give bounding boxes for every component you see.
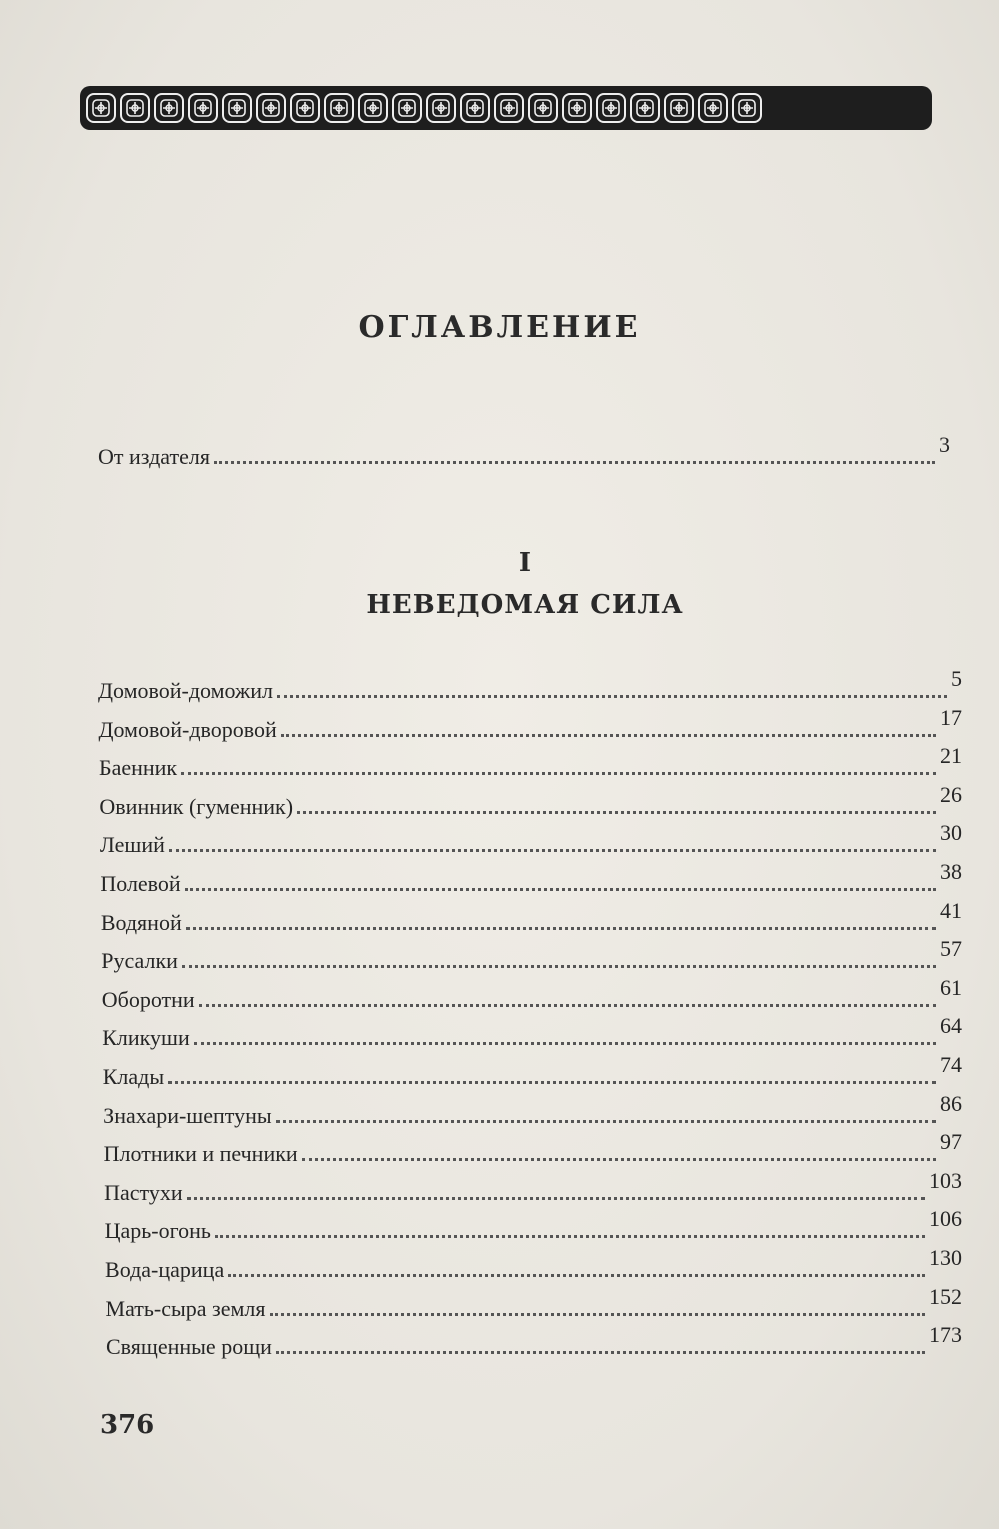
toc-entry-page: 97 [939,1129,962,1155]
toc-entry-label: Домовой-дворовой [98,716,277,742]
toc-entry[interactable] [106,1322,962,1360]
toc-entry-page: 3 [939,432,950,457]
toc-entry[interactable] [105,1283,962,1322]
lattice-ornament-icon [494,93,524,123]
toc-entry-label: Вода-царица [105,1257,225,1282]
toc-entry[interactable] [98,743,962,781]
toc-entry-page: 57 [939,936,962,962]
dot-leader [186,926,936,930]
lattice-ornament-icon [290,93,320,123]
toc-entry[interactable] [105,1245,962,1283]
lattice-ornament-icon [664,93,694,123]
lattice-ornament-icon [154,93,184,123]
dot-leader [168,1080,936,1084]
toc-entry-label: Кликуши [102,1025,190,1051]
lattice-ornament-icon [528,93,558,123]
toc-entry[interactable] [103,1090,962,1129]
dot-leader [214,460,935,464]
toc-entry-label: Оборотни [101,986,195,1012]
lattice-ornament-icon [460,93,490,123]
dot-leader [182,964,936,968]
dot-leader [215,1234,925,1238]
toc-entry-page: 130 [928,1245,962,1270]
toc-entry-page: 173 [929,1322,962,1348]
toc-entry-page: 5 [951,666,962,691]
dot-leader [185,887,936,891]
toc-entry-page: 152 [928,1283,962,1309]
toc-entry[interactable] [103,1129,962,1167]
toc-entry[interactable] [102,1013,962,1051]
toc-entry-page: 74 [939,1052,962,1077]
dot-leader [228,1273,925,1277]
toc-entry-label: От издателя [98,444,210,469]
toc-entry-label: Леший [99,832,165,858]
dot-leader [277,694,947,698]
toc-entry[interactable] [99,820,962,858]
lattice-ornament-icon [222,93,252,123]
toc-entry-label: Баенник [98,755,178,781]
toc-entry[interactable] [100,897,962,936]
lattice-ornament-icon [256,93,286,123]
toc-entry-preface[interactable] [98,432,950,470]
toc-entry-label: Плотники и печники [103,1141,298,1167]
toc-entry-label: Полевой [100,871,181,896]
lattice-ornament-icon [188,93,218,123]
toc-entry-page: 64 [939,1013,962,1039]
section-number: I [518,548,532,578]
toc-entry-page: 106 [928,1206,962,1232]
page-number: 376 [100,1410,155,1440]
toc-entry[interactable] [100,859,962,897]
toc-entry[interactable] [98,666,962,704]
dot-leader [169,848,936,852]
lattice-ornament-icon [596,93,626,123]
toc-entry-label: Овинник (гуменник) [99,793,294,819]
page-title: ОГЛАВЛЕНИЕ [358,310,641,345]
toc-entry-label: Русалки [101,948,178,974]
lattice-ornament-icon [630,93,660,123]
toc-entry-label: Домовой-доможил [98,678,273,703]
toc-entry[interactable] [102,1052,962,1090]
toc-entry-label: Клады [102,1064,165,1089]
lattice-ornament-icon [392,93,422,123]
dot-leader [270,1312,925,1316]
lattice-ornament-icon [358,93,388,123]
lattice-ornament-icon [732,93,762,123]
toc-entry[interactable] [101,974,962,1013]
dot-leader [199,1003,936,1007]
dot-leader [302,1157,936,1161]
toc-entry[interactable] [99,781,962,820]
dot-leader [194,1041,936,1045]
dot-leader [181,771,936,775]
toc-entry-label: Знахари-шептуны [103,1102,272,1128]
dot-leader [276,1350,925,1354]
header-ornament [80,86,932,130]
toc-entry-page: 41 [939,897,962,923]
toc-entry-label: Водяной [100,909,182,935]
toc-entry-page: 21 [939,743,962,769]
toc-entry[interactable] [101,936,962,974]
toc-entry-label: Царь-огонь [104,1218,211,1244]
toc-entry-label: Мать-сыра земля [105,1295,266,1321]
lattice-ornament-icon [562,93,592,123]
toc-entry-page: 38 [939,859,962,884]
toc-entry-label: Пастухи [104,1179,183,1205]
toc-entry-page: 86 [939,1090,962,1116]
dot-leader [276,1119,936,1123]
toc-entry-page: 103 [928,1167,962,1193]
lattice-ornament-icon [426,93,456,123]
dot-leader [187,1196,925,1200]
lattice-ornament-icon [120,93,150,123]
toc-entry-page: 30 [939,820,962,846]
toc-entry[interactable] [98,704,962,743]
toc-entry[interactable] [104,1167,962,1206]
toc-entry-page: 17 [939,704,962,730]
dot-leader [297,810,936,814]
dot-leader [281,733,936,737]
section-title: НЕВЕДОМАЯ СИЛА [366,590,684,620]
toc-entry[interactable] [104,1206,962,1244]
toc-entry-page: 61 [939,974,962,1000]
toc-entry-label: Священные рощи [106,1334,272,1360]
lattice-ornament-icon [86,93,116,123]
lattice-ornament-icon [324,93,354,123]
lattice-ornament-icon [698,93,728,123]
toc-entry-page: 26 [939,781,962,807]
